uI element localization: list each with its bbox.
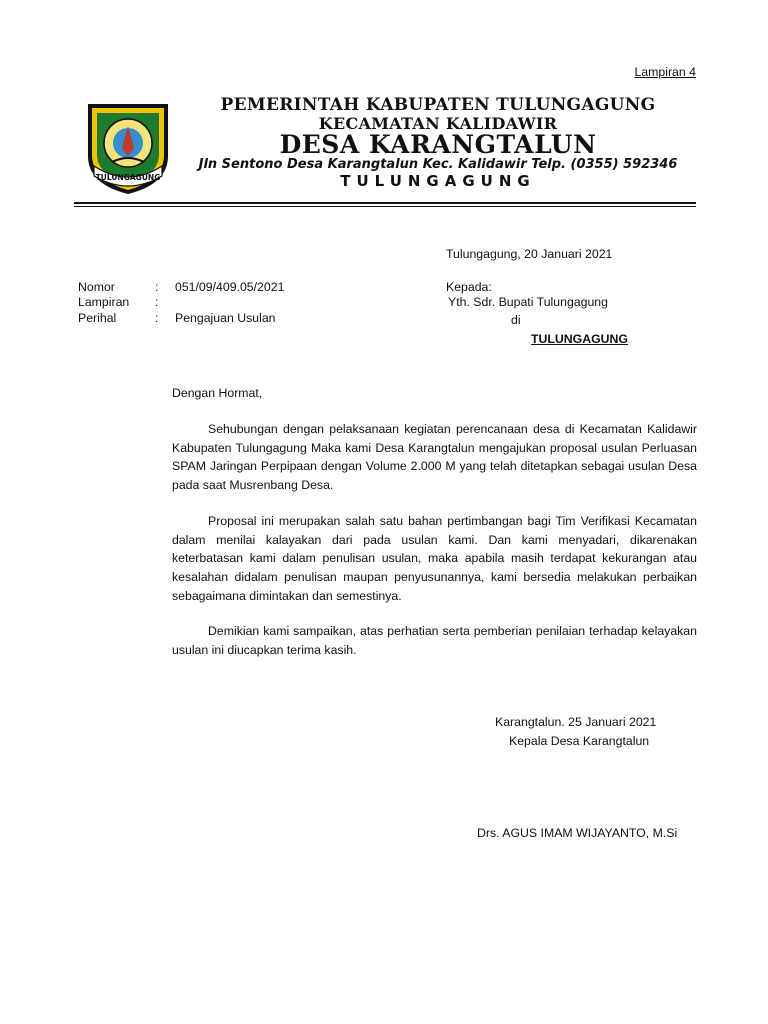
perihal-label: Perihal: [78, 311, 117, 325]
letter-date: Tulungagung, 20 Januari 2021: [446, 247, 613, 261]
recipient-kepada: Kepada:: [446, 280, 492, 294]
letterhead-divider-thick: [74, 202, 696, 204]
recipient-di: di: [511, 313, 521, 327]
recipient-city: TULUNGAGUNG: [531, 332, 629, 346]
letterhead-address: Jln Sentono Desa Karangtalun Kec. Kalidawir Telp. (0355) 592346: [198, 157, 678, 172]
regency-emblem-icon: [82, 96, 174, 198]
perihal-colon: :: [155, 311, 159, 325]
body-paragraph-2: [172, 512, 697, 606]
emblem-label: TULUNGAGUNG: [95, 173, 161, 182]
nomor-colon: :: [155, 280, 159, 294]
letterhead-district: KECAMATAN KALIDAWIR: [318, 114, 558, 133]
signature-position: Kepala Desa Karangtalun: [509, 734, 650, 748]
lampiran-label: Lampiran: [78, 295, 130, 309]
nomor-value: 051/09/409.05/2021: [175, 280, 285, 294]
attachment-tag: Lampiran 4: [634, 65, 696, 79]
letterhead-village: DESA KARANGTALUN: [279, 130, 597, 159]
body-paragraph-2-text: Proposal ini merupakan salah satu bahan pertimbangan bagi Tim Verifikasi Kecamatan dalam menilai kalayakan dari pada usulan kami. Dan kami menyadari, dikarenakan keterbatasan kami dalam penulisan usulan, maka apabila masih terdapat kekurangan atau kesalahan didalam penulisan maupan penyusunannya, kami bersedia melakukan perbaikan sebagaimana dimintakan dan semestinya.: [172, 514, 697, 603]
greeting: Dengan Hormat,: [172, 386, 263, 400]
recipient-name: Yth. Sdr. Bupati Tulungagung: [448, 295, 608, 309]
nomor-label: Nomor: [78, 280, 115, 294]
body-paragraph-1-text: Sehubungan dengan pelaksanaan kegiatan perencanaan desa di Kecamatan Kalidawir Kabupaten Tulungagung Maka kami Desa Karangtalun mengajukan proposal usulan Perluasan SPAM Jaringan Perpipaan dengan Volume 2.000 M yang telah ditetapkan sebagai usulan Desa pada saat Musrenbang Desa.: [172, 422, 697, 493]
body-paragraph-3: [172, 622, 697, 659]
letterhead-government: PEMERINTAH KABUPATEN TULUNGAGUNG: [220, 95, 656, 115]
letterhead-divider-thin: [74, 206, 696, 207]
signatory-name: Drs. AGUS IMAM WIJAYANTO, M.Si: [477, 826, 678, 840]
signature-place-date: Karangtalun. 25 Januari 2021: [495, 715, 657, 729]
letterhead-city: TULUNGAGUNG: [340, 172, 536, 190]
body-paragraph-3-text: Demikian kami sampaikan, atas perhatian serta pemberian penilaian terhadap kelayakan usulan ini diucapkan terima kasih.: [172, 624, 697, 657]
lampiran-colon: :: [155, 295, 159, 309]
perihal-value: Pengajuan Usulan: [175, 311, 276, 325]
body-paragraph-1: [172, 420, 697, 495]
